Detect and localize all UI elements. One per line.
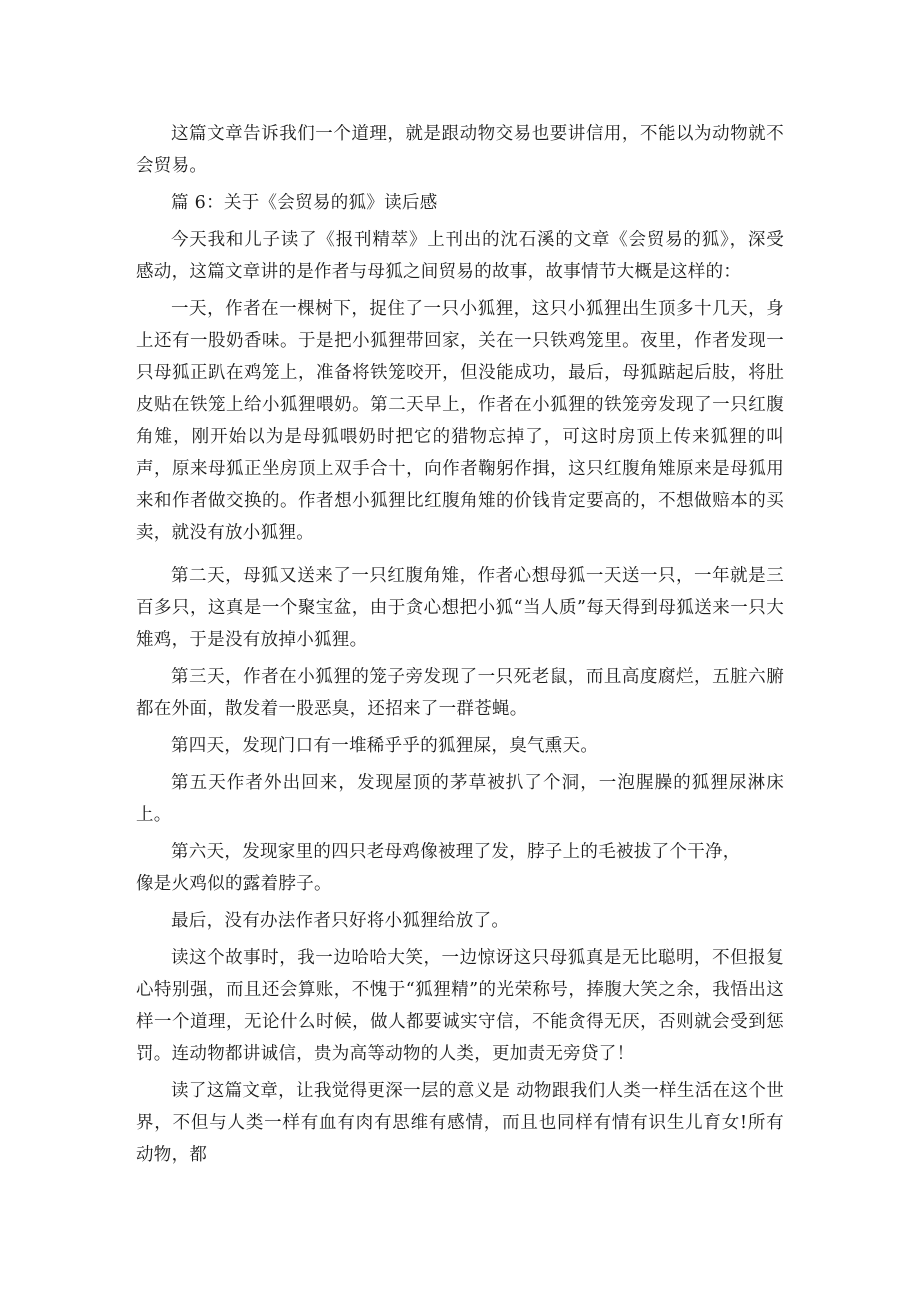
paragraph-reflection: 读这个故事时，我一边哈哈大笑，一边惊讶这只母狐真是无比聪明，不但报复心特别强，而且还会算账，不愧于“狐狸精”的光荣称号，捧腹大笑之余，我悟出这样一个道理，无论什么时候，做人都要诚实守信，不能贪得无厌，否则就会受到惩罚。连动物都讲诚信，贵为高等动物的人类，更加责无旁贷了！ [136,948,784,1064]
paragraph-day-two: 第二天，母狐又送来了一只红腹角雉，作者心想母狐一天送一只，一年就是三百多只，这真是一个聚宝盆，由于贪心想把小狐“当人质”每天得到母狐送来一只大雉鸡，于是没有放掉小狐狸。 [136,566,784,650]
paragraph-day-six-continued: 像是火鸡似的露着脖子。 [136,874,332,894]
paragraph-ending: 最后，没有办法作者只好将小狐狸给放了。 [171,911,510,931]
paragraph-day-six: 第六天，发现家里的四只老母鸡像被理了发，脖子上的毛被拔了个干净， [171,842,741,862]
paragraph-day-five: 第五天作者外出回来，发现屋顶的茅草被扒了个洞，一泡腥臊的狐狸尿淋床上。 [136,773,784,825]
paragraph-deeper-meaning: 读了这篇文章，让我觉得更深一层的意义是 动物跟我们人类一样生活在这个世界，不但与人类一样有血有肉有思维有感情，而且也同样有情有识生儿育女!所有动物，都 [136,1081,784,1165]
paragraph-day-four: 第四天，发现门口有一堆稀乎乎的狐狸屎，臭气熏天。 [171,736,599,756]
paragraph-intro: 今天我和儿子读了《报刊精萃》上刊出的沈石溪的文章《会贸易的狐》，深受感动，这篇文章讲的是作者与母狐之间贸易的故事，故事情节大概是这样的： [136,230,784,282]
paragraph-conclusion: 这篇文章告诉我们一个道理，就是跟动物交易也要讲信用，不能以为动物就不会贸易。 [136,124,784,176]
section-heading: 篇 6：关于《会贸易的狐》读后感 [171,193,438,213]
paragraph-day-one: 一天，作者在一棵树下，捉住了一只小狐狸，这只小狐狸出生顶多十几天，身上还有一股奶香味。于是把小狐狸带回家，关在一只铁鸡笼里。夜里，作者发现一只母狐正趴在鸡笼上，准备将铁笼咬开，但没能成功，最后，母狐踮起后肢，将肚皮贴在铁笼上给小狐狸喂奶。第二天早上，作者在小狐狸的铁笼旁发现了一只红腹角雉，刚开始以为是母狐喂奶时把它的猎物忘掉了，可这时房顶上传来狐狸的叫声，原来母狐正坐房顶上双手合十，向作者鞠躬作揖，这只红腹角雉原来是母狐用来和作者做交换的。作者想小狐狸比红腹角雉的价钱肯定要高的，不想做赔本的买卖，就没有放小狐狸。 [136,299,784,543]
document-body [136,118,784,1171]
paragraph-day-three: 第三天，作者在小狐狸的笼子旁发现了一只死老鼠，而且高度腐烂，五脏六腑都在外面，散发着一股恶臭，还招来了一群苍蝇。 [136,667,784,719]
